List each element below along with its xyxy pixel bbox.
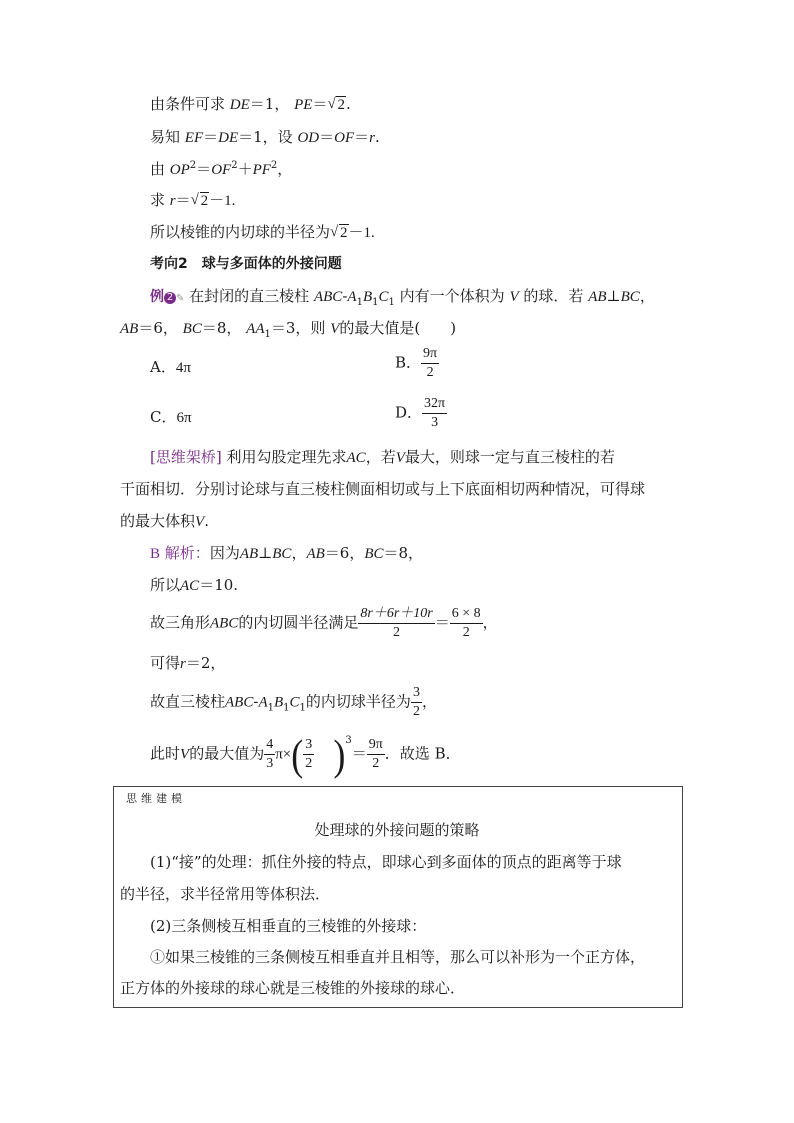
solution-line-6 [150,730,461,779]
var-pf: PF [252,162,271,178]
var-de: DE [218,130,239,146]
text: ， [639,287,655,305]
pen-icon: ✎ [176,293,185,304]
text: 利用勾股定理先求 [226,448,347,466]
bridge-line-1 [150,447,615,468]
text: ＝8， [201,319,242,337]
text: ＝ [354,128,370,146]
option-b[interactable] [395,345,439,382]
exponent: 2 [231,160,238,171]
text: ， [291,544,307,562]
var-bc: BC [272,546,292,562]
var-bc: BC [620,289,640,305]
denominator: 2 [462,625,470,640]
fraction [450,605,483,642]
subscript: 1 [283,702,290,714]
text: ， [482,613,498,632]
subscript: 1 [372,297,379,308]
text: ＝6， [324,544,365,562]
text: π× [275,746,292,763]
text: 求 [150,191,166,209]
var-ab: AB [239,546,259,562]
solution-line-1 [150,543,423,564]
text: ＝ [196,160,212,178]
text: ＝10. [199,576,239,594]
subscript: 1 [356,297,363,308]
fraction [411,684,422,721]
radicand: 2 [340,225,348,241]
var-v: V [509,289,519,305]
fraction [358,605,434,642]
var: A [347,289,357,305]
var-abc: ABC [225,694,254,711]
text: 内有一个体积为 [399,287,505,305]
box-paragraph-3a: ①如果三棱锥的三条侧棱互相垂直并且相等，那么可以补形为一个正方体， [150,948,646,966]
numerator: 8r＋6r＋10r [358,605,434,624]
var: B [273,694,284,711]
sqrt-symbol [330,223,349,243]
perp-symbol: ⊥ [606,287,621,305]
var-ac: AC [180,578,200,594]
var-bc: BC [182,321,202,337]
text: . [375,128,380,146]
var-op: OP [169,162,190,178]
text: ＝1，设 [238,128,293,146]
bridge-label: [思维架桥] [150,448,222,466]
fraction [422,395,447,432]
text: ， [277,160,293,178]
derivation-line-3 [150,159,292,180]
var-r: r [180,656,186,672]
var-v: V [195,514,205,530]
box-paragraph-3b: 正方体的外接球的球心就是三棱锥的外接球的球心． [120,979,466,997]
option-c[interactable] [150,407,192,428]
text: ， [421,692,437,711]
text: ＋ [237,160,253,178]
var-de: DE [229,97,250,113]
numerator: 4 [264,736,275,755]
var-bc: BC [364,546,384,562]
var-v: V [180,746,190,763]
option-label: C． [150,408,177,426]
right-paren: ) [333,730,346,779]
var-ab: AB [120,321,139,337]
text: 的最大值为 [189,744,265,763]
option-value: 4π [175,360,191,376]
solution-line-5 [150,684,437,721]
left-paren: ( [291,730,304,779]
box-header: 思维建模 [126,792,186,805]
var: C [289,694,300,711]
var: C [378,289,389,305]
text: 由 [150,160,166,178]
text: ，若 [365,448,396,466]
var-of: OF [334,130,355,146]
numerator: 9π [367,736,385,755]
text: 易知 [150,128,181,146]
radicand: 2 [337,97,345,113]
denominator: 3 [431,415,439,430]
text: ＝2， [185,654,226,672]
solution-label: 解析： [164,544,210,562]
text: - [342,287,348,305]
derivation-line-1 [150,94,351,115]
var: B [362,289,373,305]
denominator: 3 [266,756,274,771]
denominator: 2 [393,625,401,640]
var-aa: AA [246,321,265,337]
text: 由条件可求 [150,95,226,113]
subscript: 1 [299,702,306,714]
var-ab: AB [588,289,607,305]
derivation-line-4 [150,190,235,211]
derivation-line-5 [150,222,375,243]
subscript: 1 [388,297,395,308]
text: 所以棱锥的内切球的半径为 [150,223,331,241]
fraction [264,736,275,773]
example-number-badge: 2 [164,292,176,304]
numerator: 9π [421,345,439,364]
text: 故三角形 [150,613,211,632]
text: ＝ [175,191,191,209]
box-paragraph-2: (2)三条侧棱互相垂直的三棱锥的外接球： [150,917,427,935]
text: ＝6， [138,319,178,337]
fraction [303,736,314,773]
answer-letter: B [150,546,161,562]
solution-line-2 [150,575,238,596]
fraction [421,345,439,382]
bridge-line-3 [120,511,209,532]
sqrt-symbol [327,95,346,115]
var-ac: AC [346,450,366,466]
denominator: 2 [426,365,434,380]
text: - [253,692,259,711]
subscript: 1 [264,329,271,340]
text: . [204,512,209,530]
text: ＝ [203,128,219,146]
text: ＝3，则 [270,319,326,337]
example-label: 例 [150,289,164,305]
sqrt-symbol [191,191,210,211]
text: ＝ [319,128,335,146]
var-r: r [369,130,376,146]
text: 故直三棱柱 [150,692,226,711]
section-title: 考向2 球与多面体的外接问题 [150,256,342,272]
example-line-1 [150,286,655,309]
var-v: V [395,450,405,466]
box-paragraph-1a: (1)“接”的处理：抓住外接的特点，即球心到多面体的顶点的距离等于球 [150,853,622,871]
text: 的最大体积 [120,512,196,530]
subscript: 1 [267,702,274,714]
var-pe: PE [294,97,313,113]
text: ＝ [434,613,450,632]
exponent: 2 [189,160,197,171]
text: 可得 [150,654,181,672]
option-value: 6π [176,410,192,426]
text: 的最大值是( ) [339,319,457,337]
numerator: 3 [303,736,314,755]
exponent: 3 [345,734,352,746]
text: －1. [348,225,375,241]
var-abc: ABC [210,615,239,632]
bridge-line-2: 干面相切．分别讨论球与直三棱柱侧面相切或与上下底面相切两种情况，可得球 [120,480,646,498]
derivation-line-2 [150,127,380,148]
example-line-2 [120,318,456,339]
text: 的内切球半径为 [305,692,411,711]
text: 此时 [150,744,181,763]
exponent: 2 [270,160,278,171]
var-ef: EF [184,130,204,146]
text: 的内切圆半径满足 [238,613,359,632]
text: ．故选 B． [384,744,461,763]
text: －1. [209,193,236,209]
box-title: 处理球的外接问题的策略 [314,821,480,839]
var-of: OF [211,162,232,178]
text: ＝1， [249,95,290,113]
perp-symbol: ⊥ [258,544,273,562]
box-paragraph-1b: 的半径，求半径常用等体积法． [120,885,331,903]
numerator: 32π [422,395,447,414]
text: 所以 [150,576,181,594]
var-abc: ABC [313,289,343,305]
var-od: OD [297,130,320,146]
var-r: r [169,193,176,209]
solution-line-3 [150,605,498,642]
text: ＝ [312,95,328,113]
numerator: 6 × 8 [450,605,483,624]
text: ＝ [351,744,367,763]
denominator: 2 [372,756,380,771]
text: . [345,95,351,113]
var-v: V [330,321,340,337]
text: 因为 [209,544,240,562]
denominator: 2 [412,704,420,719]
option-label: B． [395,353,422,372]
var: A [258,694,268,711]
text: 的球．若 [523,287,584,305]
option-d[interactable] [395,395,447,432]
option-label: A． [150,358,176,376]
denominator: 2 [305,756,313,771]
radicand: 2 [200,193,209,209]
var-ab: AB [306,546,325,562]
text: ＝8， [383,544,424,562]
fraction [367,736,385,773]
text: 最大，则球一定与直三棱柱的若 [404,448,615,466]
text: 在封闭的直三棱柱 [189,287,310,305]
option-a[interactable] [150,357,191,378]
solution-line-4 [150,653,225,674]
numerator: 3 [411,684,422,703]
option-label: D． [395,403,423,422]
